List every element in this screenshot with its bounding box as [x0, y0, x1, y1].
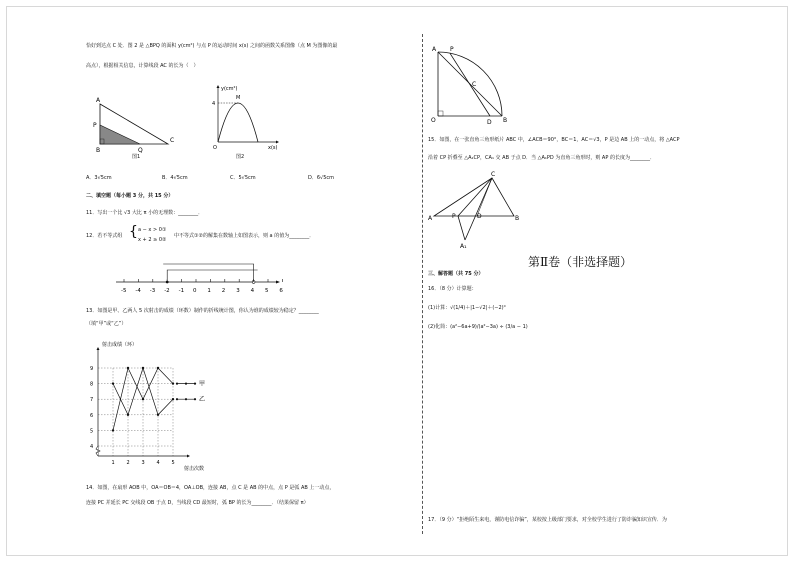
tri-label-c: C: [491, 171, 496, 178]
legend-dot: [185, 398, 187, 400]
solution-bracket-x-ge-minus-2: [167, 270, 257, 282]
chart-xtick-label: 5: [171, 460, 175, 466]
chart-xtick-label: 4: [156, 460, 160, 466]
chart-point: [127, 414, 129, 416]
fig1-label-p: P: [93, 122, 97, 129]
sector-label-d: D: [487, 119, 492, 126]
chart-point: [127, 367, 129, 369]
number-line: [112, 262, 282, 296]
solution-bracket-x-lt-4: [163, 264, 253, 282]
fold-triangle-figure: [428, 170, 528, 250]
chart-point: [112, 382, 114, 384]
option-c: C．5√5cm: [230, 175, 256, 181]
number-line-tick-label: 1: [207, 288, 211, 294]
q14-line1: 14．如图，在扇形 AOB 中，OA＝OB＝4，OA⊥OB，连接 AB，点 C 是 AB 的中点，点 P 是弧 AB 上一动点，: [86, 485, 335, 491]
q15-line2: 沿着 CP 折叠至 △A₁CP，CA₁ 交 AB 于点 D．当 △A₁PD 为直角三角形时，则 AP 的长度为________．: [428, 155, 655, 161]
sector-figure: [428, 44, 518, 128]
chart-xlabel: 射击次数: [184, 466, 205, 472]
number-line-tick-label: 4: [250, 288, 255, 294]
q12-system-2: x + 2 ≥ 0②: [138, 237, 167, 243]
sector-label-p: P: [450, 46, 454, 53]
chart-ytick-label: 5: [90, 428, 94, 435]
chart-ytick-label: 6: [90, 412, 94, 419]
q12-brace: {: [129, 224, 138, 240]
chart-point: [112, 429, 114, 431]
sector-label-b: B: [503, 117, 508, 124]
section2-title: 二、填空题（每小题 3 分，共 15 分）: [86, 193, 174, 199]
chart-y-arrow: [97, 347, 100, 350]
q14-line2: 连接 PC 并延长 PC 交线段 OB 于点 D，当线段 CD 最短时，弧 BP 的长为________．（结果保留 π）: [86, 500, 309, 506]
q12-prefix: 12．若不等式组: [86, 233, 123, 239]
q13-line2: （填“甲”或“乙”）: [86, 321, 127, 327]
fig2-label-4: 4: [212, 101, 216, 107]
fig2-label-o: O: [213, 145, 217, 151]
option-d: D．6√5cm: [308, 175, 335, 181]
chart-point: [142, 367, 144, 369]
number-line-tick-label: -5: [121, 288, 127, 294]
q16-part2: (2)化简：(a²−6a+9)/(a²−3a) ÷ (3/a − 1): [428, 324, 528, 330]
number-line-tick-label: 5: [265, 288, 269, 294]
chart-axis-break: [96, 446, 100, 456]
sector-label-a: A: [432, 46, 437, 53]
q13-line1: 13．如图是甲、乙两人 5 次射击的成绩（环数）制作的折线统计图，你认为谁的成绩较为稳定？________: [86, 308, 319, 314]
legend-dot: [194, 383, 196, 385]
chart-ytick-label: 7: [90, 397, 94, 404]
section3-title: 三、解答题（共 75 分）: [428, 271, 484, 277]
number-line-tick-label: 6: [279, 288, 283, 294]
number-line-tick-label: -2: [164, 288, 170, 294]
number-line-tick-label: 3: [236, 288, 240, 294]
option-a: A．3√5cm: [86, 175, 112, 181]
chart-axes: [90, 347, 190, 466]
fig1-label-a: A: [96, 97, 101, 104]
q15-line1: 15．如图，在一张直角三角形纸片 ABC 中，∠ACB＝90°，BC＝1，AC＝√3，P 是边 AB 上的一动点，将 △ACP: [428, 137, 680, 143]
q12-system-1: a − x > 0①: [138, 227, 167, 233]
tri-label-d: D: [477, 213, 482, 220]
figure1-triangle: [88, 92, 198, 162]
tri-label-b: B: [515, 215, 520, 222]
option-b: B．4√5cm: [162, 175, 188, 181]
tri-label-a1: A₁: [460, 243, 467, 250]
question-17: 17．（9 分）“拒绝陌生来电，谨防电信诈骗”，某校按上级部门要求，对全校学生进行了防诈骗知识宣传．为: [428, 517, 667, 523]
fig1-label-c: C: [170, 137, 175, 144]
legend-dot: [176, 383, 178, 385]
sector-label-c: C: [472, 81, 477, 88]
q10-continuation-line2: 高点），根据相关信息，计算线段 AC 的长为（ ）: [86, 63, 199, 69]
shooting-line-chart: [86, 338, 246, 478]
number-line-tick-label: 0: [193, 288, 197, 294]
chart-ylabel: 射击成绩（环）: [102, 342, 138, 348]
q16-title: 16．（8 分）计算题：: [428, 286, 477, 292]
chart-ytick-label: 9: [90, 366, 94, 372]
fig2-label-m: M: [236, 95, 241, 101]
legend-dot: [194, 398, 196, 400]
q12-suffix: 中不等式①②的解集在数轴上如图表示，则 a 的值为________．: [174, 233, 315, 239]
number-line-ticks: [121, 279, 283, 294]
figure2-graph: [206, 84, 286, 154]
chart-point: [172, 382, 174, 384]
sector-label-o: O: [431, 117, 436, 124]
fig2-label-y: y(cm²): [221, 86, 238, 92]
q10-continuation-line1: 恰好到达点 C 处．图 2 是 △BPQ 的面积 y(cm²) 与点 P 的运动时间 x(s) 之间的函数关系图像（点 M 为图像的最: [86, 43, 338, 49]
legend-label-jia: 甲: [199, 380, 206, 388]
legend-dot: [176, 398, 178, 400]
chart-point: [157, 367, 159, 369]
chart-x-arrow: [187, 455, 190, 458]
chart-ytick-label: 8: [90, 381, 94, 388]
chart-xtick-label: 1: [111, 460, 115, 466]
number-line-tick-label: -1: [178, 288, 185, 294]
question-11: 11．写出一个比 √3 大比 π 小的无理数：________．: [86, 210, 204, 216]
chart-point: [157, 414, 159, 416]
number-line-tick-label: 2: [221, 288, 226, 294]
chart-xtick-label: 2: [126, 460, 130, 466]
fig1-label-b: B: [96, 147, 101, 154]
legend-label-yi: 乙: [199, 396, 206, 404]
chart-xtick-label: 3: [141, 460, 145, 466]
figure2-caption: 图2: [236, 154, 245, 160]
fig1-label-q: Q: [138, 147, 143, 154]
tri-label-p: P: [452, 213, 456, 220]
column-divider: [422, 34, 423, 534]
number-line-tick-label: -4: [135, 288, 141, 294]
part2-title: 第Ⅱ卷（非选择题）: [528, 255, 633, 269]
chart-legend: [176, 380, 205, 404]
chart-grid: [98, 368, 173, 456]
chart-ytick-label: 4: [90, 444, 94, 450]
figure1-caption: 图1: [132, 154, 141, 160]
q16-part1: (1)计算：√(1/4)＋|1−√2|＋(−2)⁰: [428, 305, 506, 311]
tri-label-a: A: [428, 215, 433, 222]
fig2-label-x: x(s): [268, 145, 278, 151]
chart-point: [142, 398, 144, 400]
legend-dot: [185, 383, 187, 385]
number-line-tick-label: -3: [149, 288, 156, 294]
chart-point: [172, 398, 174, 400]
